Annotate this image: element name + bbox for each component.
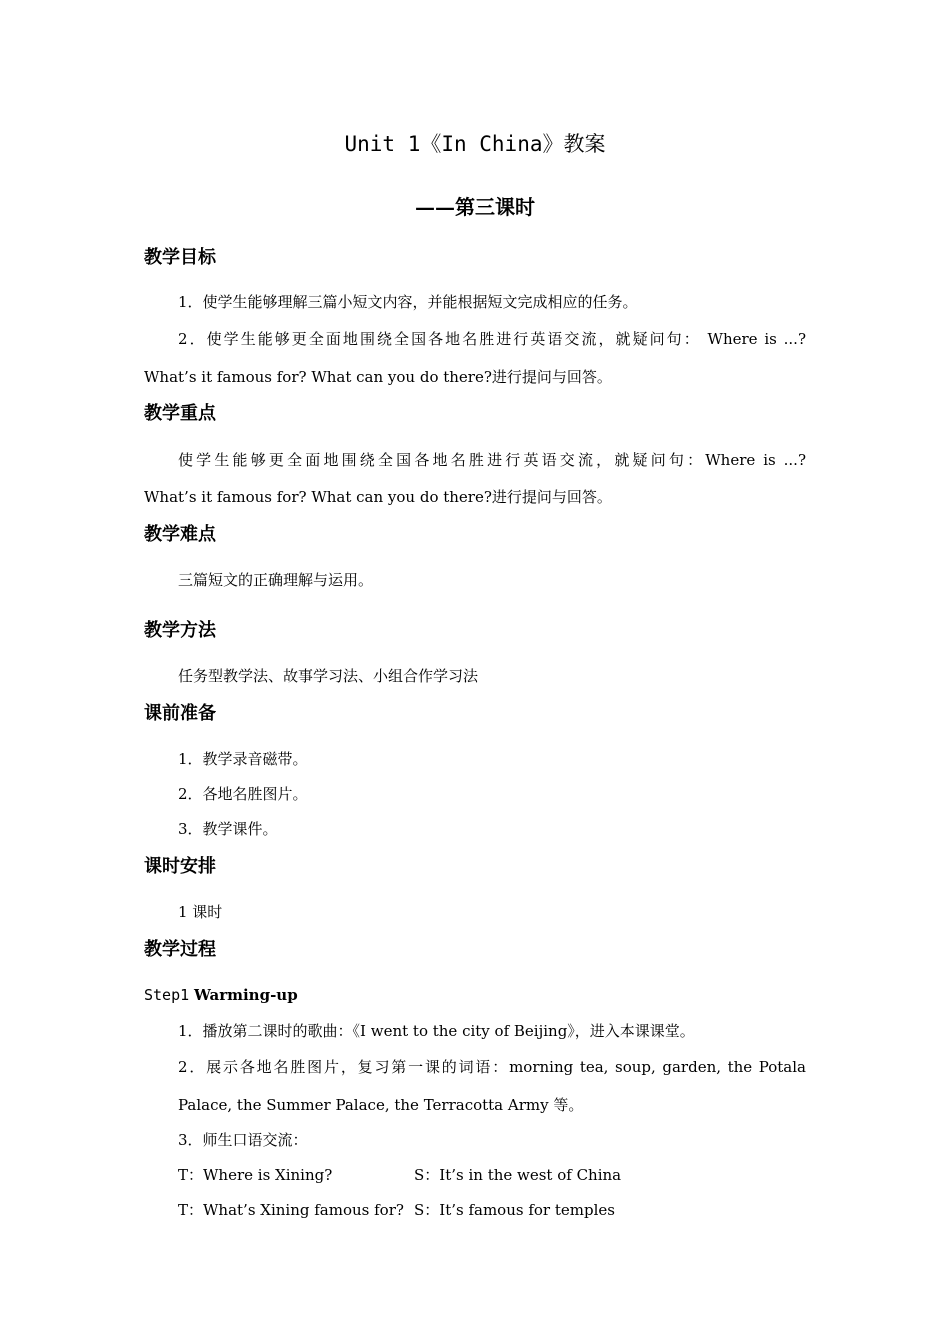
section-heading-difficulties: 教学难点	[144, 524, 216, 545]
preparation-item-2: 2．各地名胜图片。	[178, 785, 308, 803]
goals-item-1: 1．使学生能够理解三篇小短文内容，并能根据短文完成相应的任务。	[178, 293, 638, 311]
dialog-2-teacher: T：What’s Xining famous for?	[178, 1201, 404, 1219]
preparation-item-3: 3．教学课件。	[178, 820, 278, 838]
dialog-1-teacher: T：Where is Xining?	[178, 1166, 333, 1184]
section-heading-goals: 教学目标	[144, 247, 216, 268]
goals-item-2-line-2: What’s it famous for? What can you do there?进行提问与回答。	[144, 368, 612, 386]
preparation-item-1: 1．教学录音磁带。	[178, 750, 308, 768]
step-1-prefix: Step1	[144, 986, 190, 1004]
step-1-heading	[144, 986, 298, 1004]
process-item-2-line-2: Palace, the Summer Palace, the Terracotta Army 等。	[178, 1096, 584, 1114]
document-title: Unit 1《In China》教案	[344, 132, 606, 156]
document-subtitle: ——第三课时	[415, 195, 535, 219]
methods-text: 任务型教学法、故事学习法、小组合作学习法	[178, 667, 479, 685]
section-heading-preparation: 课前准备	[144, 703, 216, 724]
dialog-2-student: S：It’s famous for temples	[414, 1201, 615, 1219]
schedule-text: 1 课时	[178, 903, 223, 921]
section-heading-methods: 教学方法	[144, 620, 216, 641]
section-heading-schedule: 课时安排	[144, 856, 216, 877]
difficulties-text: 三篇短文的正确理解与运用。	[178, 571, 374, 589]
goals-item-2-line-1: 2．使学生能够更全面地围绕全国各地名胜进行英语交流，就疑问句： Where is ...?	[178, 330, 806, 348]
process-item-1: 1．播放第二课时的歌曲：《I went to the city of Beijing》，进入本课课堂。	[178, 1022, 695, 1040]
section-heading-process: 教学过程	[144, 939, 216, 960]
section-heading-key-points: 教学重点	[144, 403, 216, 424]
process-item-3: 3．师生口语交流：	[178, 1131, 308, 1149]
key-points-line-2: What’s it famous for? What can you do there?进行提问与回答。	[144, 488, 612, 506]
step-1-title: Warming-up	[193, 986, 298, 1004]
key-points-line-1: 使学生能够更全面地围绕全国各地名胜进行英语交流，就疑问句：Where is ...?	[178, 451, 806, 469]
process-item-2-line-1: 2．展示各地名胜图片，复习第一课的词语：morning tea, soup, garden, the Potala	[178, 1058, 806, 1076]
dialog-1-student: S：It’s in the west of China	[414, 1166, 622, 1184]
